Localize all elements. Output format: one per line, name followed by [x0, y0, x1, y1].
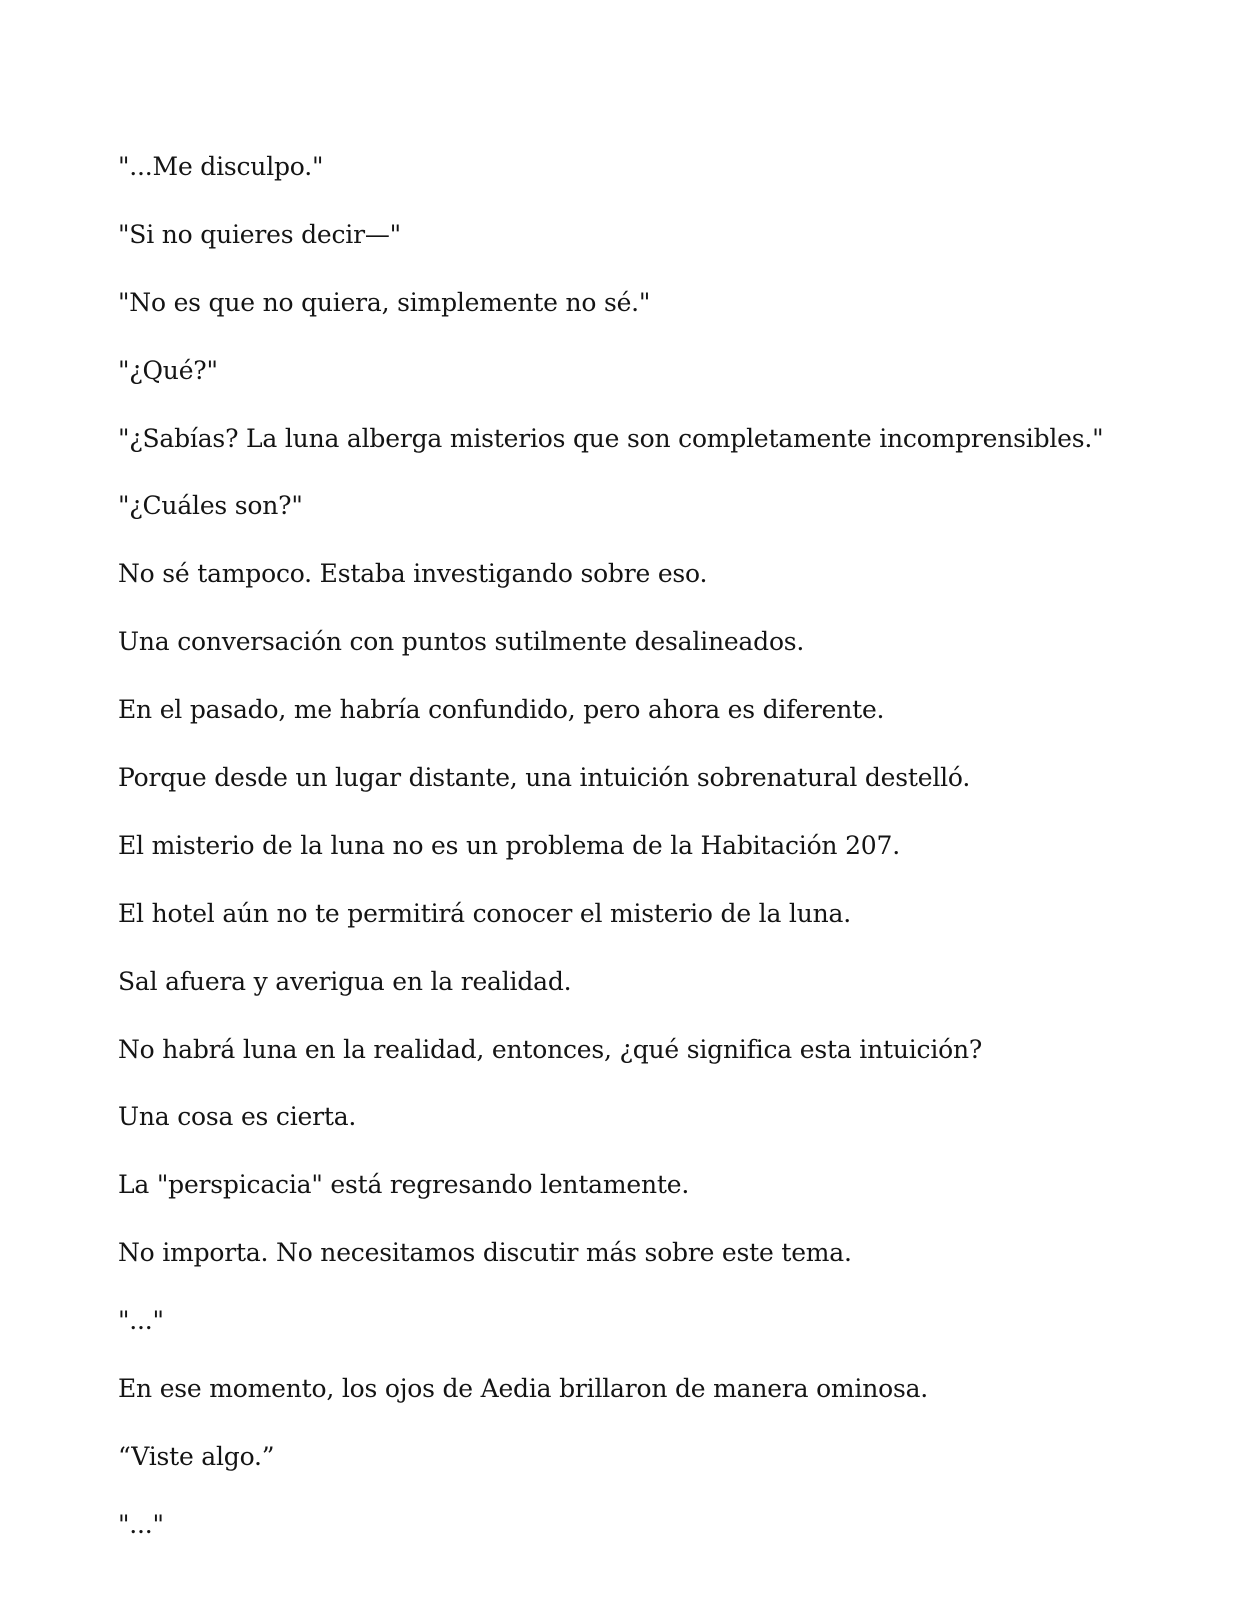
text-line: En el pasado, me habría confundido, pero ahora es diferente.	[118, 695, 885, 725]
text-line: "...Me disculpo."	[118, 152, 324, 181]
text-line: "..."	[118, 1509, 164, 1539]
text-line: En ese momento, los ojos de Aedia brillaron de manera ominosa.	[118, 1374, 929, 1404]
text-line: "No es que no quiera, simplemente no sé."	[118, 287, 651, 317]
text-line: El hotel aún no te permitirá conocer el misterio de la luna.	[118, 898, 851, 928]
text-line: No importa. No necesitamos discutir más sobre este tema.	[118, 1238, 852, 1268]
text-line: Una conversación con puntos sutilmente desalineados.	[118, 627, 805, 657]
text-line: "Si no quieres decir—"	[118, 219, 401, 249]
text-line: No habrá luna en la realidad, entonces, ¿qué significa esta intuición?	[118, 1034, 983, 1064]
text-line: Sal afuera y averigua en la realidad.	[118, 966, 572, 996]
text-line: "¿Qué?"	[118, 355, 218, 385]
text-line: “Viste algo.”	[118, 1441, 275, 1471]
text-line: "..."	[118, 1306, 164, 1336]
text-line: No sé tampoco. Estaba investigando sobre eso.	[118, 559, 708, 589]
text-line: Porque desde un lugar distante, una intuición sobrenatural destelló.	[118, 763, 971, 793]
text-line: "¿Cuáles son?"	[118, 491, 303, 521]
document-body	[118, 148, 1158, 1574]
text-line: La "perspicacia" está regresando lentamente.	[118, 1170, 690, 1200]
text-line: Una cosa es cierta.	[118, 1102, 357, 1132]
text-line: "¿Sabías? La luna alberga misterios que son completamente incomprensibles."	[118, 423, 1104, 453]
text-line: El misterio de la luna no es un problema de la Habitación 207.	[118, 830, 900, 860]
